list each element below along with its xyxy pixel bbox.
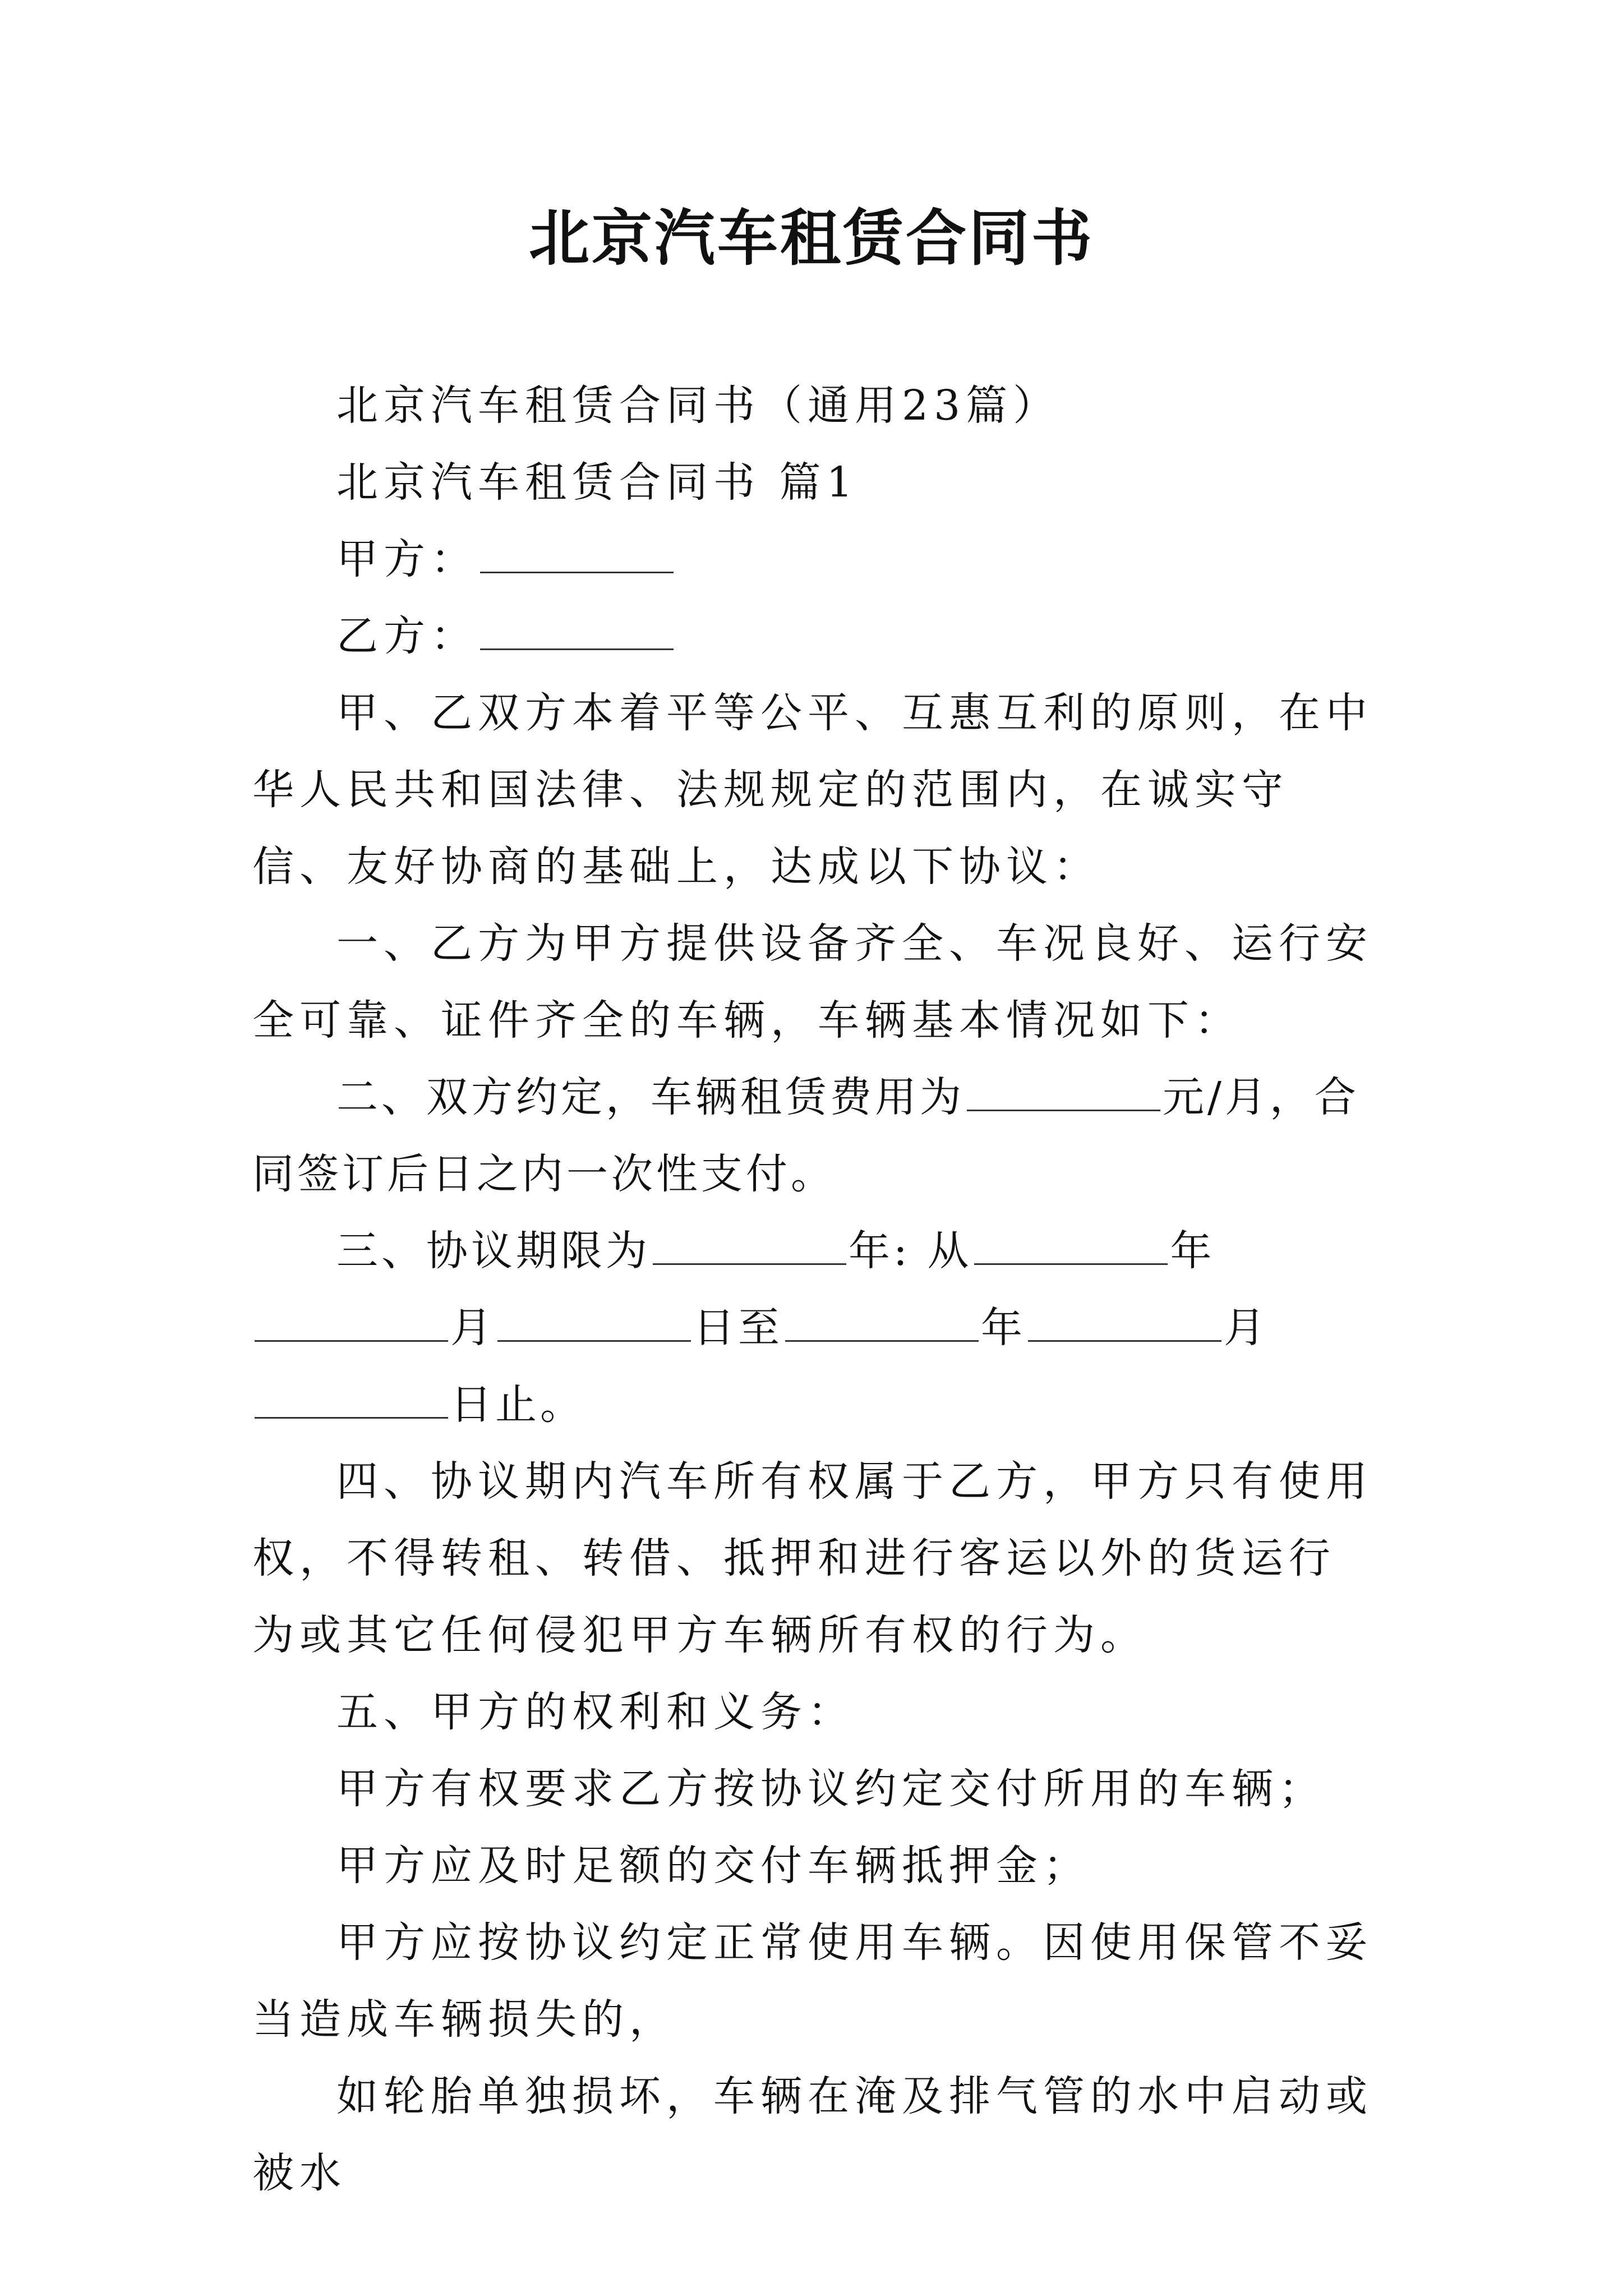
party-b-blank: [480, 615, 674, 650]
end-year-blank: [785, 1306, 979, 1342]
party-a-blank: [480, 538, 674, 573]
rent-amount-blank: [967, 1076, 1160, 1111]
clause-3-part: 月: [1224, 1304, 1269, 1352]
clause-1-paragraph: 一、乙方为甲方提供设备齐全、车况良好、运行安全可靠、证件齐全的车辆，车辆基本情况如下：: [252, 919, 1373, 1045]
subtitle-paragraph: 北京汽车租赁合同书（通用23篇）: [336, 381, 1061, 430]
clause-5-item: 甲方有权要求乙方按协议约定交付所用的车辆；: [336, 1765, 1326, 1813]
clause-3-paragraph: [252, 1213, 1380, 1443]
clause-3-part: 年: [1170, 1227, 1215, 1275]
document-body: [252, 367, 1380, 2212]
start-day-blank: [497, 1306, 691, 1342]
clause-5-item: 甲方应按协议约定正常使用车辆。因使用保管不妥当造成车辆损失的，: [252, 1918, 1373, 2044]
clause-3-part: 三、协议期限为: [336, 1227, 651, 1275]
clause-5-item: 如轮胎单独损坏，车辆在淹及排气管的水中启动或被水: [252, 2072, 1373, 2197]
clause-3-part: 月: [450, 1304, 495, 1352]
party-a-field: [252, 521, 1380, 598]
term-years-blank: [653, 1230, 846, 1265]
party-b-label: 乙方：: [336, 612, 478, 660]
end-month-blank: [1028, 1306, 1221, 1342]
clause-5-heading: 五、甲方的权利和义务：: [336, 1688, 855, 1736]
section-heading: 北京汽车租赁合同书 篇1: [336, 458, 859, 507]
clause-2-paragraph: [252, 1059, 1380, 1213]
clause-4-paragraph: 四、协议期内汽车所有权属于乙方，甲方只有使用权，不得转租、转借、抵押和进行客运以外的货运行为或其它任何侵犯甲方车辆所有权的行为。: [252, 1457, 1373, 1659]
clause-2-text-after: 元/月，合同签订后日之内一次性支付。: [252, 1073, 1359, 1198]
end-day-blank: [255, 1383, 448, 1419]
document-title: 北京汽车租赁合同书: [528, 203, 1094, 274]
clause-3-part: 年: [981, 1304, 1026, 1352]
clause-3-part: 日止。: [450, 1381, 585, 1429]
start-month-blank: [255, 1306, 448, 1342]
clause-5-item: 甲方应及时足额的交付车辆抵押金；: [336, 1842, 1090, 1890]
party-a-label: 甲方：: [336, 535, 478, 583]
clause-3-part: 日至: [693, 1304, 783, 1352]
clause-2-text-before: 二、双方约定，车辆租赁费用为: [336, 1073, 965, 1121]
clause-3-part: 年: 从: [849, 1227, 972, 1275]
start-year-blank: [974, 1230, 1168, 1265]
party-b-field: [252, 598, 1380, 675]
intro-paragraph: 甲、乙双方本着平等公平、互惠互利的原则，在中华人民共和国法律、法规规定的范围内，在诚实守信、友好协商的基础上，达成以下协议：: [252, 689, 1373, 891]
